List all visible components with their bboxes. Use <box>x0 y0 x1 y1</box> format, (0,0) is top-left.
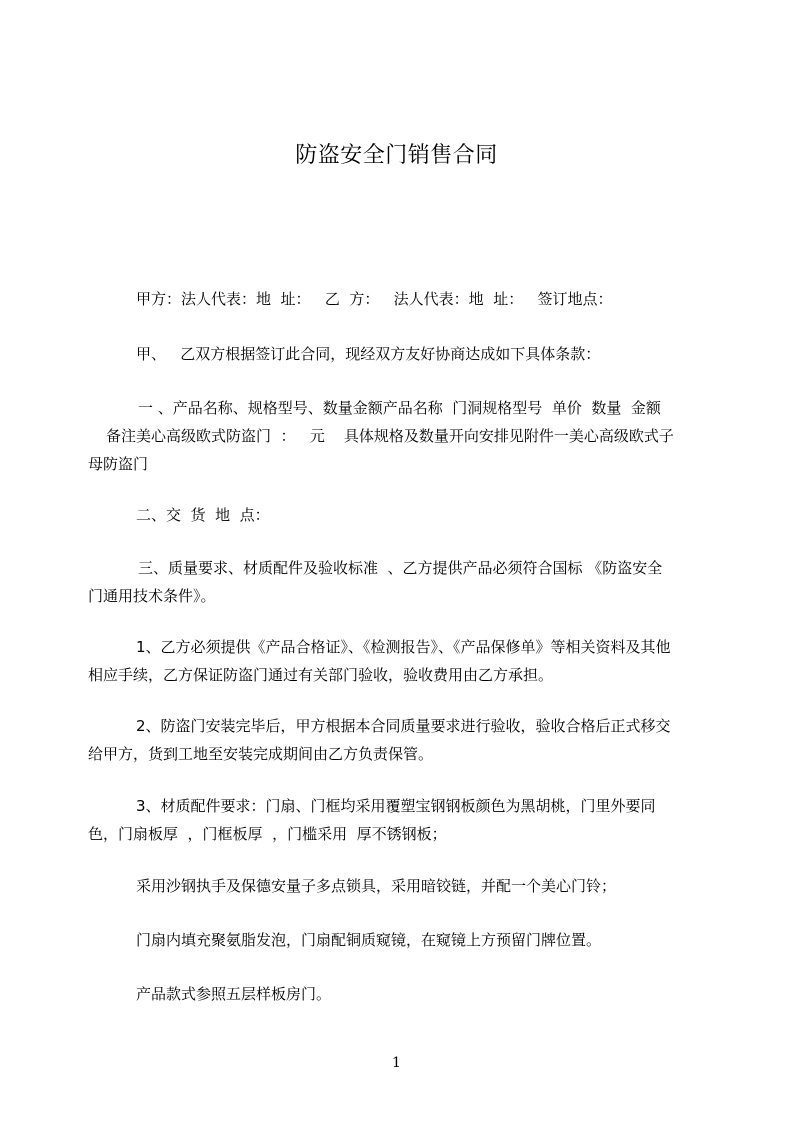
hardware-line: 采用沙钢执手及保德安量子多点锁具，采用暗铰链，并配一个美心门铃； <box>136 877 617 895</box>
item-3-paragraph <box>88 792 710 848</box>
clause-3-line-1: 三、质量要求、材质配件及验收标准 、乙方提供产品必须符合国标 《防盗安全 <box>138 559 663 577</box>
item-2-paragraph <box>88 712 710 768</box>
item-2-line-2: 给甲方，货到工地至安装完成期间由乙方负责保管。 <box>88 745 434 763</box>
fill-paragraph <box>88 926 710 954</box>
item-3-line-1: 3、材质配件要求：门扇、门框均采用覆塑宝钢钢板颜色为黑胡桃，门里外要同 <box>136 797 656 815</box>
style-paragraph <box>88 980 710 1008</box>
item-3-line-2: 色，门扇板厚 ，门框板厚 ，门槛采用 厚不锈钢板； <box>88 825 447 843</box>
parties-line: 甲方：法人代表：地 址： 乙 方： 法人代表：地 址： 签订地点： <box>136 290 613 308</box>
parties-paragraph <box>88 285 710 313</box>
clause-2-line: 二、交 货 地 点： <box>136 506 270 524</box>
hardware-paragraph <box>88 872 710 900</box>
clause-1-paragraph <box>88 394 710 478</box>
item-1-paragraph <box>88 633 710 689</box>
clause-2-paragraph <box>88 501 710 529</box>
clause-3-line-2: 门通用技术条件》。 <box>88 587 216 605</box>
page-number: 1 <box>392 1055 401 1071</box>
clause-1-line-2: 备注美心高级欧式防盗门 ： 元 具体规格及数量开向安排见附件一美心高级欧式子 <box>106 427 674 445</box>
clause-1-line-1: 一 、产品名称、规格型号、数量金额产品名称 门洞规格型号 单价 数量 金额 <box>138 399 661 417</box>
item-1-line-2: 相应手续，乙方保证防盗门通过有关部门验收，验收费用由乙方承担。 <box>88 666 554 684</box>
style-line: 产品款式参照五层样板房门。 <box>136 985 332 1003</box>
intro-paragraph <box>88 340 710 368</box>
clause-3-paragraph <box>88 554 710 610</box>
intro-line: 甲、 乙双方根据签订此合同，现经双方友好协商达成如下具体条款： <box>136 345 601 363</box>
document-title: 防盗安全门销售合同 <box>295 143 498 168</box>
item-2-line-1: 2、防盗门安装完毕后，甲方根据本合同质量要求进行验收，验收合格后正式移交 <box>136 717 671 735</box>
clause-1-line-3: 母防盗门 <box>88 455 149 473</box>
item-1-line-1: 1、乙方必须提供《产品合格证》、《检测报告》、《产品保修单》等相关资料及其他 <box>136 638 671 656</box>
fill-line: 门扇内填充聚氨脂发泡，门扇配铜质窥镜，在窥镜上方预留门牌位置。 <box>136 931 602 949</box>
